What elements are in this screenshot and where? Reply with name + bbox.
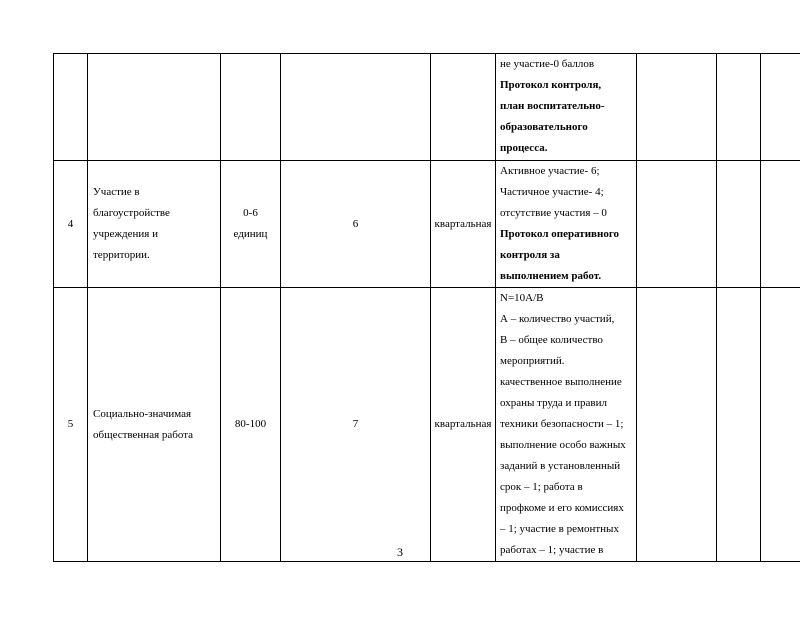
empty-cell xyxy=(717,288,761,562)
criteria-table xyxy=(53,53,800,562)
criteria-line: Частичное участие- 4; xyxy=(500,186,604,198)
indicator-name-cell xyxy=(88,288,221,562)
indicator-name-cell xyxy=(88,54,221,161)
empty-cell xyxy=(717,161,761,288)
criteria-line: срок – 1; работа в xyxy=(500,481,583,493)
criteria-line: Протокол оперативного xyxy=(500,228,620,240)
range-line: 0-6 xyxy=(243,207,258,219)
indicator-name-cell xyxy=(88,161,221,288)
criteria-line: образовательного xyxy=(500,121,588,133)
range-cell xyxy=(221,161,281,288)
criteria-cell xyxy=(496,161,637,288)
page-number: 3 xyxy=(397,545,403,559)
empty-cell xyxy=(761,288,800,562)
range-cell xyxy=(221,54,281,161)
criteria-line: техники безопасности – 1; xyxy=(500,418,624,430)
indicator-name-line: учреждения и xyxy=(93,228,158,240)
range-line: 80-100 xyxy=(234,418,267,430)
period: квартальная xyxy=(434,418,492,430)
table-row xyxy=(54,161,800,288)
empty-cell xyxy=(637,54,717,161)
empty-cell xyxy=(761,161,800,288)
criteria-line: заданий в установленный xyxy=(500,460,621,472)
table-row xyxy=(54,54,800,161)
row-number-cell xyxy=(54,288,88,562)
row-number-cell xyxy=(54,161,88,288)
criteria-line: Протокол контроля, xyxy=(500,79,602,91)
range-cell xyxy=(221,288,281,562)
criteria-line: не участие-0 баллов xyxy=(500,58,595,70)
range-line: единиц xyxy=(233,228,268,240)
criteria-line: охраны труда и правил xyxy=(500,397,607,409)
criteria-line: работах – 1; участие в xyxy=(500,544,604,556)
criteria-line: план воспитательно- xyxy=(500,100,605,112)
criteria-line: качественное выполнение xyxy=(500,376,622,388)
period-cell xyxy=(431,288,496,562)
criteria-line: контроля за xyxy=(500,249,560,261)
criteria-line: мероприятий. xyxy=(500,355,565,367)
period: квартальная xyxy=(434,217,492,230)
max-score: 7 xyxy=(352,418,359,430)
row-number: 5 xyxy=(67,418,74,430)
criteria-line: процесса. xyxy=(500,142,548,154)
criteria-line: профкоме и его комиссиях xyxy=(500,502,624,514)
indicator-name-line: территории. xyxy=(93,249,150,261)
max-score: 6 xyxy=(352,217,359,230)
row-number: 4 xyxy=(67,217,74,230)
criteria-line: выполнение особо важных xyxy=(500,439,626,451)
criteria-line: В – общее количество xyxy=(500,334,603,346)
criteria-line: А – количество участий, xyxy=(500,313,615,325)
criteria-cell xyxy=(496,54,637,161)
period-cell xyxy=(431,161,496,288)
max-score-cell xyxy=(281,161,431,288)
empty-cell xyxy=(761,54,800,161)
criteria-line: Активное участие- 6; xyxy=(500,165,600,177)
criteria-line: отсутствие участия – 0 xyxy=(500,207,607,219)
criteria-line: N=10А/В xyxy=(500,292,544,304)
max-score-cell xyxy=(281,54,431,161)
indicator-name-line: Участие в xyxy=(93,186,140,198)
indicator-name-line: общественная работа xyxy=(93,428,194,441)
row-number-cell xyxy=(54,54,88,161)
criteria-line: – 1; участие в ремонтных xyxy=(500,523,619,535)
criteria-cell xyxy=(496,288,637,562)
period-cell xyxy=(431,54,496,161)
indicator-name-line: благоустройстве xyxy=(93,207,170,219)
criteria-line: выполнением работ. xyxy=(500,270,602,282)
table-row xyxy=(54,288,800,562)
empty-cell xyxy=(717,54,761,161)
empty-cell xyxy=(637,161,717,288)
empty-cell xyxy=(637,288,717,562)
max-score-cell xyxy=(281,288,431,562)
indicator-name-line: Социально-значимая xyxy=(93,407,192,420)
